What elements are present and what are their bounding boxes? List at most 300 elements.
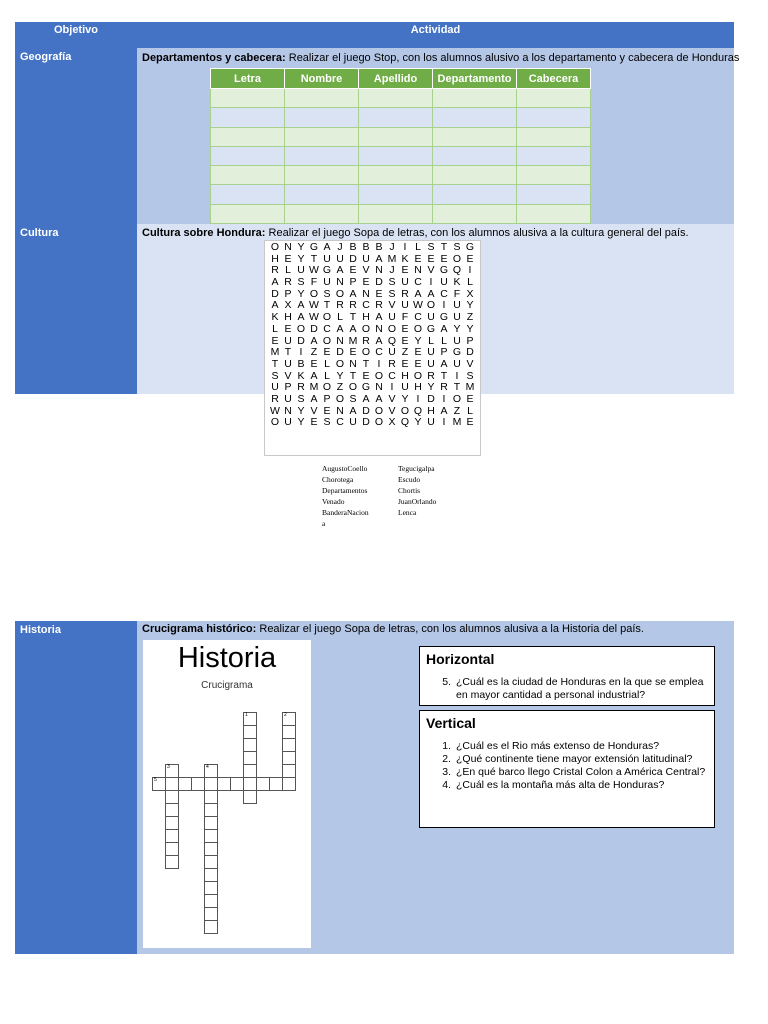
crossword-cell[interactable] [282, 738, 296, 752]
word-search-letter[interactable]: S [388, 287, 396, 300]
word-search-letter[interactable]: Y [414, 416, 422, 429]
word-search-letter[interactable]: S [388, 276, 396, 289]
word-search-letter[interactable]: Q [400, 416, 410, 429]
word-search-letter[interactable]: Y [297, 404, 305, 417]
word-search-letter[interactable]: N [336, 276, 344, 289]
word-search-letter[interactable]: A [297, 311, 305, 324]
word-search-letter[interactable]: O [309, 287, 319, 300]
crossword-cell[interactable] [204, 894, 218, 908]
word-search-letter[interactable]: K [297, 369, 305, 382]
word-search-letter[interactable]: K [401, 252, 409, 265]
word-search-letter[interactable]: X [466, 287, 474, 300]
word-search-letter[interactable]: N [375, 322, 383, 335]
word-search-letter[interactable]: Q [387, 334, 397, 347]
word-search-letter[interactable]: R [271, 392, 279, 405]
word-search-letter[interactable]: T [310, 252, 318, 265]
word-search-letter[interactable]: A [271, 276, 279, 289]
word-search-letter[interactable]: U [362, 252, 370, 265]
word-search-letter[interactable]: G [361, 381, 371, 394]
word-search-letter[interactable]: M [270, 346, 280, 359]
word-search-letter[interactable]: Y [401, 392, 409, 405]
word-search-letter[interactable]: U [401, 276, 409, 289]
word-search-letter[interactable]: H [284, 311, 292, 324]
word-search-letter[interactable]: W [309, 299, 319, 312]
table-cell[interactable] [285, 89, 359, 108]
word-search-letter[interactable]: W [309, 264, 319, 277]
word-search-letter[interactable]: J [389, 264, 395, 277]
word-search-letter[interactable]: H [427, 404, 435, 417]
crossword-cell[interactable] [256, 777, 270, 791]
word-search-letter[interactable]: N [336, 404, 344, 417]
word-search-letter[interactable]: M [452, 416, 462, 429]
word-search-letter[interactable]: D [349, 252, 357, 265]
word-search-letter[interactable]: L [428, 334, 434, 347]
word-search-letter[interactable]: M [387, 252, 397, 265]
word-search-letter[interactable]: Y [427, 381, 435, 394]
word-search-letter[interactable]: T [323, 299, 331, 312]
word-search-letter[interactable]: W [413, 299, 423, 312]
word-search-letter[interactable]: A [349, 287, 357, 300]
word-search-letter[interactable]: A [297, 299, 305, 312]
word-search-letter[interactable]: Z [453, 404, 461, 417]
word-search-letter[interactable]: E [284, 252, 292, 265]
crossword-cell[interactable] [165, 803, 179, 817]
word-search-letter[interactable]: U [284, 416, 292, 429]
word-search-letter[interactable]: U [453, 334, 461, 347]
word-search-letter[interactable]: T [453, 381, 461, 394]
word-search-letter[interactable]: O [335, 392, 345, 405]
table-cell[interactable] [211, 166, 285, 185]
word-search-letter[interactable]: O [374, 369, 384, 382]
word-search-letter[interactable]: C [440, 287, 448, 300]
word-search-letter[interactable]: E [310, 416, 318, 429]
word-search-letter[interactable]: U [453, 357, 461, 370]
word-search-letter[interactable]: P [284, 381, 292, 394]
word-search-letter[interactable]: A [310, 334, 318, 347]
word-search-letter[interactable]: I [468, 264, 472, 277]
word-search-letter[interactable]: E [310, 357, 318, 370]
word-search-letter[interactable]: B [297, 357, 305, 370]
word-search-letter[interactable]: N [284, 241, 292, 253]
word-search-letter[interactable]: O [348, 381, 358, 394]
word-search-letter[interactable]: M [309, 381, 319, 394]
word-search-letter[interactable]: O [374, 416, 384, 429]
word-search-letter[interactable]: E [401, 264, 409, 277]
crossword-cell[interactable] [204, 907, 218, 921]
word-search-letter[interactable]: E [466, 416, 474, 429]
word-search-letter[interactable]: O [374, 404, 384, 417]
crossword-cell[interactable] [165, 855, 179, 869]
crossword-cell[interactable] [165, 790, 179, 804]
word-search-letter[interactable]: S [323, 287, 331, 300]
crossword-cell[interactable] [204, 868, 218, 882]
crossword-cell[interactable] [269, 777, 283, 791]
word-search-letter[interactable]: O [270, 416, 280, 429]
word-search-letter[interactable]: C [362, 299, 370, 312]
crossword-cell[interactable] [165, 777, 179, 791]
table-cell[interactable] [285, 127, 359, 146]
word-search-letter[interactable]: C [414, 276, 422, 289]
word-search-letter[interactable]: P [466, 334, 474, 347]
word-search-letter[interactable]: D [310, 322, 318, 335]
word-search-letter[interactable]: O [335, 357, 345, 370]
crossword-cell[interactable] [204, 803, 218, 817]
word-search-letter[interactable]: G [309, 241, 319, 253]
crossword-cell[interactable] [243, 751, 257, 765]
word-search-letter[interactable]: O [452, 252, 462, 265]
word-search-letter[interactable]: N [375, 264, 383, 277]
word-search-letter[interactable]: Z [336, 381, 344, 394]
word-search-letter[interactable]: E [466, 252, 474, 265]
word-search-letter[interactable]: R [401, 287, 409, 300]
word-search-letter[interactable]: H [414, 381, 422, 394]
word-search-letter[interactable]: A [440, 404, 448, 417]
word-search-letter[interactable]: S [466, 369, 474, 382]
word-search-letter[interactable]: Y [466, 322, 474, 335]
word-search-letter[interactable]: L [337, 311, 343, 324]
word-search-letter[interactable]: R [349, 299, 357, 312]
word-search-letter[interactable]: A [375, 334, 383, 347]
word-search-letter[interactable]: R [362, 334, 370, 347]
word-search-letter[interactable]: P [284, 287, 292, 300]
word-search-letter[interactable]: A [375, 252, 383, 265]
word-search-letter[interactable]: E [323, 346, 331, 359]
crossword-cell[interactable] [282, 725, 296, 739]
table-cell[interactable] [285, 108, 359, 127]
word-search-letter[interactable]: S [297, 392, 305, 405]
word-search-letter[interactable]: O [361, 346, 371, 359]
word-search-letter[interactable]: G [465, 241, 475, 253]
word-search-letter[interactable]: E [362, 276, 370, 289]
word-search-letter[interactable]: E [375, 287, 383, 300]
crossword-cell[interactable] [282, 751, 296, 765]
crossword-cell[interactable] [217, 777, 231, 791]
word-search-letter[interactable]: A [310, 392, 318, 405]
word-search-letter[interactable]: O [335, 287, 345, 300]
word-search-letter[interactable]: E [440, 252, 448, 265]
word-search-letter[interactable]: S [297, 276, 305, 289]
word-search-letter[interactable]: U [284, 392, 292, 405]
word-search-letter[interactable]: A [440, 357, 448, 370]
word-search-letter[interactable]: C [414, 311, 422, 324]
word-search-letter[interactable]: D [336, 346, 344, 359]
crossword-cell[interactable] [204, 842, 218, 856]
word-search-letter[interactable]: F [310, 276, 318, 289]
word-search-letter[interactable]: A [336, 264, 344, 277]
word-search-letter[interactable]: E [414, 357, 422, 370]
crossword-cell[interactable] [165, 829, 179, 843]
table-cell[interactable] [285, 166, 359, 185]
word-search-letter[interactable]: M [348, 334, 358, 347]
word-search-letter[interactable]: D [271, 287, 279, 300]
word-search-letter[interactable]: T [271, 357, 279, 370]
table-cell[interactable] [517, 166, 591, 185]
word-search-letter[interactable]: L [272, 322, 278, 335]
word-search-letter[interactable]: R [440, 381, 448, 394]
word-search-letter[interactable]: H [362, 311, 370, 324]
word-search-letter[interactable]: W [270, 404, 280, 417]
word-search-letter[interactable]: U [427, 346, 435, 359]
word-search-letter[interactable]: U [271, 381, 279, 394]
crossword-cell[interactable] [204, 855, 218, 869]
crossword-cell[interactable] [282, 777, 296, 791]
word-search-letter[interactable]: Q [452, 264, 462, 277]
word-search-letter[interactable]: C [323, 322, 331, 335]
word-search-letter[interactable]: U [284, 334, 292, 347]
word-search-letter[interactable]: A [362, 392, 370, 405]
word-search-letter[interactable]: L [467, 276, 473, 289]
word-search-letter[interactable]: G [439, 311, 449, 324]
word-search-letter[interactable]: C [336, 416, 344, 429]
word-search-letter[interactable]: R [388, 357, 396, 370]
word-search-letter[interactable]: U [440, 276, 448, 289]
word-search-letter[interactable]: I [455, 369, 459, 382]
crossword-cell[interactable] [204, 790, 218, 804]
word-search-letter[interactable]: U [401, 381, 409, 394]
word-search-letter[interactable]: A [336, 322, 344, 335]
word-search-letter[interactable]: T [349, 369, 357, 382]
crossword-cell[interactable] [165, 816, 179, 830]
word-search-letter[interactable]: E [401, 322, 409, 335]
table-cell[interactable] [433, 204, 517, 223]
word-search-letter[interactable]: J [337, 241, 343, 253]
word-search-letter[interactable]: E [349, 346, 357, 359]
word-search-letter[interactable]: A [310, 369, 318, 382]
table-cell[interactable] [359, 185, 433, 204]
word-search-letter[interactable]: T [440, 369, 448, 382]
word-search-letter[interactable]: V [388, 299, 396, 312]
word-search-letter[interactable]: U [453, 299, 461, 312]
word-search-letter[interactable]: O [270, 241, 280, 253]
word-search-letter[interactable]: A [349, 322, 357, 335]
table-cell[interactable] [517, 185, 591, 204]
table-cell[interactable] [359, 204, 433, 223]
table-cell[interactable] [285, 146, 359, 165]
table-cell[interactable] [517, 146, 591, 165]
word-search-letter[interactable]: W [309, 311, 319, 324]
word-search-letter[interactable]: U [427, 311, 435, 324]
word-search-letter[interactable]: B [362, 241, 370, 253]
word-search-letter[interactable]: U [323, 276, 331, 289]
word-search-letter[interactable]: A [440, 322, 448, 335]
word-search-letter[interactable]: K [271, 311, 279, 324]
word-search-letter[interactable]: Z [466, 311, 474, 324]
word-search-letter[interactable]: O [452, 392, 462, 405]
word-search-letter[interactable]: P [323, 392, 331, 405]
word-search-letter[interactable]: V [310, 404, 318, 417]
word-search-letter[interactable]: G [452, 346, 462, 359]
table-cell[interactable] [517, 89, 591, 108]
word-search-letter[interactable]: T [349, 311, 357, 324]
word-search-letter[interactable]: Y [453, 322, 461, 335]
word-search-letter[interactable]: L [285, 264, 291, 277]
word-search-letter[interactable]: U [427, 416, 435, 429]
word-search-letter[interactable]: G [439, 264, 449, 277]
word-search-letter[interactable]: L [441, 334, 447, 347]
word-search-letter[interactable]: V [388, 404, 396, 417]
word-search-letter[interactable]: I [442, 392, 446, 405]
word-search-letter[interactable]: R [427, 369, 435, 382]
word-search-letter[interactable]: A [427, 287, 435, 300]
crossword-cell[interactable] [178, 777, 192, 791]
crossword-cell[interactable] [204, 777, 218, 791]
table-cell[interactable] [433, 127, 517, 146]
crossword-cell[interactable] [243, 725, 257, 739]
table-cell[interactable] [359, 166, 433, 185]
crossword-cell[interactable] [243, 764, 257, 778]
word-search-letter[interactable]: I [416, 392, 420, 405]
word-search-letter[interactable]: I [299, 346, 303, 359]
word-search-letter[interactable]: S [427, 241, 435, 253]
word-search-letter[interactable]: E [323, 404, 331, 417]
word-search-letter[interactable]: R [297, 381, 305, 394]
word-search-letter[interactable]: R [271, 264, 279, 277]
word-search-letter[interactable]: K [453, 276, 461, 289]
word-search-letter[interactable]: B [375, 241, 383, 253]
word-search-letter[interactable]: Y [414, 334, 422, 347]
word-search-letter[interactable]: O [322, 381, 332, 394]
word-search-letter[interactable]: Z [401, 346, 409, 359]
word-search-letter[interactable]: U [297, 264, 305, 277]
table-cell[interactable] [211, 146, 285, 165]
word-search-letter[interactable]: V [388, 392, 396, 405]
word-search-letter[interactable]: F [401, 311, 409, 324]
word-search-letter[interactable]: H [271, 252, 279, 265]
word-search-letter[interactable]: S [323, 416, 331, 429]
word-search-letter[interactable]: Z [310, 346, 318, 359]
crossword-cell[interactable] [243, 790, 257, 804]
table-cell[interactable] [285, 204, 359, 223]
word-search-letter[interactable]: I [377, 357, 381, 370]
word-search-letter[interactable]: U [349, 416, 357, 429]
crossword-cell[interactable] [204, 881, 218, 895]
word-search-letter[interactable]: Y [297, 416, 305, 429]
word-search-letter[interactable]: O [413, 322, 423, 335]
table-cell[interactable] [359, 146, 433, 165]
table-cell[interactable] [359, 108, 433, 127]
word-search-letter[interactable]: E [427, 252, 435, 265]
word-search-letter[interactable]: O [426, 299, 436, 312]
word-search-letter[interactable]: S [349, 392, 357, 405]
crossword-cell[interactable] [204, 829, 218, 843]
word-search-letter[interactable]: Y [297, 287, 305, 300]
word-search-letter[interactable]: O [361, 322, 371, 335]
word-search-letter[interactable]: T [362, 357, 370, 370]
crossword-cell[interactable] [282, 764, 296, 778]
word-search-letter[interactable]: R [284, 276, 292, 289]
word-search-letter[interactable]: Y [297, 241, 305, 253]
word-search-letter[interactable]: R [336, 299, 344, 312]
word-search-letter[interactable]: R [375, 299, 383, 312]
word-search-letter[interactable]: Y [297, 252, 305, 265]
word-search-letter[interactable]: A [271, 299, 279, 312]
word-search-letter[interactable]: D [362, 416, 370, 429]
word-search-letter[interactable]: N [375, 381, 383, 394]
word-search-letter[interactable]: V [466, 357, 474, 370]
word-search-letter[interactable]: I [403, 241, 407, 253]
word-search-letter[interactable]: S [453, 241, 461, 253]
word-search-letter[interactable]: N [336, 334, 344, 347]
word-search-letter[interactable]: N [284, 404, 292, 417]
crossword-cell[interactable] [204, 816, 218, 830]
word-search-letter[interactable]: M [465, 381, 475, 394]
word-search-letter[interactable]: Q [413, 404, 423, 417]
word-search-letter[interactable]: Y [466, 299, 474, 312]
word-search-letter[interactable]: E [414, 252, 422, 265]
word-search-letter[interactable]: U [427, 357, 435, 370]
word-search-letter[interactable]: P [440, 346, 448, 359]
word-search-letter[interactable]: L [415, 241, 421, 253]
table-cell[interactable] [359, 127, 433, 146]
table-cell[interactable] [517, 127, 591, 146]
word-search-letter[interactable]: A [375, 392, 383, 405]
word-search-letter[interactable]: A [349, 404, 357, 417]
word-search-letter[interactable]: U [336, 252, 344, 265]
word-search-letter[interactable]: O [322, 311, 332, 324]
word-search-letter[interactable]: H [401, 369, 409, 382]
word-search-letter[interactable]: N [349, 357, 357, 370]
word-search-letter[interactable]: O [387, 322, 397, 335]
word-search-letter[interactable]: V [362, 264, 370, 277]
crossword-cell[interactable] [204, 920, 218, 934]
crossword-cell[interactable] [230, 777, 244, 791]
table-cell[interactable] [211, 185, 285, 204]
crossword-cell[interactable] [165, 842, 179, 856]
word-search-letter[interactable]: O [296, 322, 306, 335]
word-search-letter[interactable]: V [427, 264, 435, 277]
word-search-letter[interactable]: L [324, 369, 330, 382]
table-cell[interactable] [211, 89, 285, 108]
word-search-letter[interactable]: E [284, 322, 292, 335]
word-search-letter[interactable]: E [401, 357, 409, 370]
word-search-letter[interactable]: E [271, 334, 279, 347]
word-search-letter[interactable]: G [322, 264, 332, 277]
word-search-letter[interactable]: X [284, 299, 292, 312]
word-search-letter[interactable]: G [426, 322, 436, 335]
word-search-letter[interactable]: O [400, 404, 410, 417]
word-search-letter[interactable]: C [388, 369, 396, 382]
word-search-letter[interactable]: D [375, 276, 383, 289]
word-search-letter[interactable]: U [323, 252, 331, 265]
word-search-letter[interactable]: E [414, 346, 422, 359]
word-search-letter[interactable]: D [297, 334, 305, 347]
table-cell[interactable] [433, 108, 517, 127]
table-cell[interactable] [433, 185, 517, 204]
word-search-letter[interactable]: C [375, 346, 383, 359]
word-search-letter[interactable]: I [429, 276, 433, 289]
word-search-letter[interactable]: E [362, 369, 370, 382]
crossword-cell[interactable] [243, 777, 257, 791]
word-search-letter[interactable]: T [284, 346, 292, 359]
word-search-letter[interactable]: U [388, 311, 396, 324]
word-search-letter[interactable]: N [414, 264, 422, 277]
word-search-letter[interactable]: D [427, 392, 435, 405]
word-search-letter[interactable]: E [349, 264, 357, 277]
table-cell[interactable] [211, 127, 285, 146]
word-search-letter[interactable]: S [271, 369, 279, 382]
word-search-letter[interactable]: E [401, 334, 409, 347]
word-search-letter[interactable]: U [284, 357, 292, 370]
table-cell[interactable] [433, 166, 517, 185]
word-search-letter[interactable]: T [440, 241, 448, 253]
word-search-letter[interactable]: L [324, 357, 330, 370]
word-search-letter[interactable]: F [453, 287, 461, 300]
word-search-letter[interactable]: V [284, 369, 292, 382]
word-search-letter[interactable]: A [323, 241, 331, 253]
table-cell[interactable] [433, 89, 517, 108]
crossword-cell[interactable] [243, 738, 257, 752]
word-search-letter[interactable]: B [349, 241, 357, 253]
